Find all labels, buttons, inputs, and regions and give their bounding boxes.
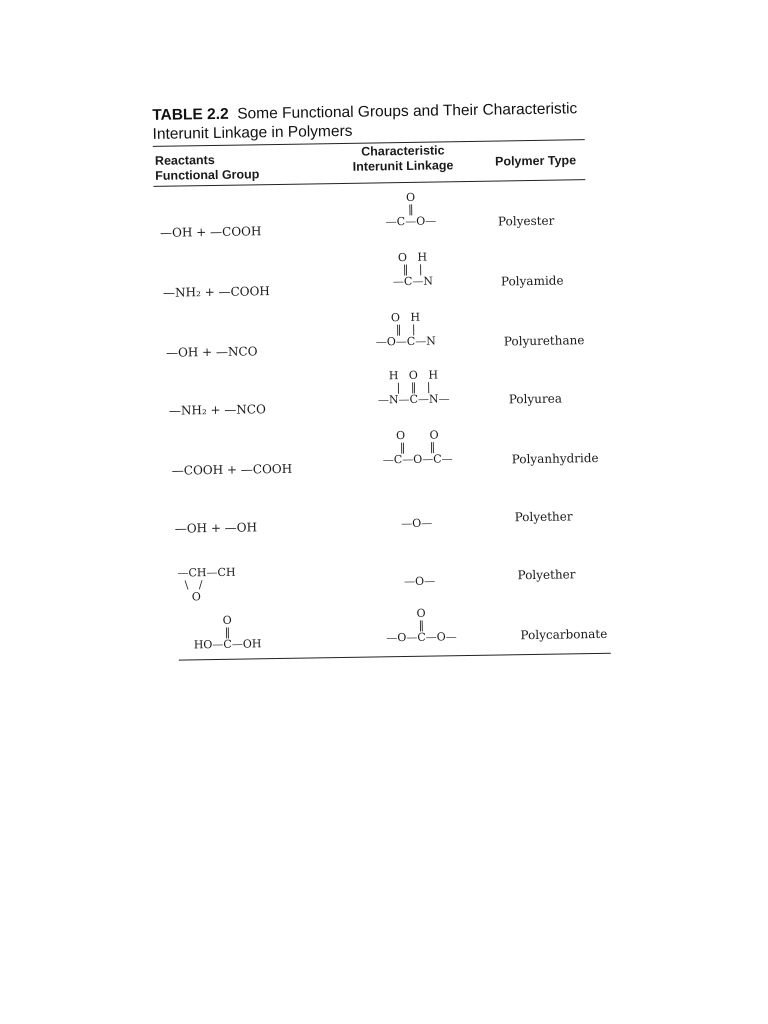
header-reactants-line-1: Reactants [154,152,215,168]
table-caption [152,99,578,144]
row-6-polymer-type: Polyether [514,509,573,525]
header-reactants-line-2: Functional Group [155,167,260,183]
row-1-linkage: O ‖ —C—O— [385,190,437,229]
row-5-linkage: O O ‖ ‖ —C—O—C— [382,428,453,467]
row-8-polymer-type: Polycarbonate [520,626,608,643]
header-reactants [155,152,260,184]
row-4-reactants: —NH₂ + —NCO [168,402,266,418]
caption-line-2: Interunit Linkage in Polymers [152,122,353,143]
row-7-polymer-type: Polyether [517,567,576,583]
row-7-reactants: —CH—CH \ / O [177,565,236,604]
row-7-linkage: —O— [404,574,436,589]
row-1-reactants: —OH + —COOH [160,224,262,240]
header-linkage [343,143,463,175]
table-2-2 [148,91,619,668]
row-4-polymer-type: Polyurea [508,391,563,407]
row-3-linkage: O H ‖ | —O—C—N [375,310,436,349]
row-8-linkage: O ‖ —O—C—O— [386,606,457,645]
row-5-polymer-type: Polyanhydride [511,450,599,467]
row-2-linkage: O H ‖ | —C—N [392,250,434,289]
caption-line-1: Some Functional Groups and Their Characteristic [237,100,578,123]
row-6-linkage: —O— [401,516,433,531]
row-4-linkage: H O H | ‖ | —N—C—N— [377,368,450,407]
row-2-polymer-type: Polyamide [500,273,564,289]
table-number: TABLE 2.2 [152,105,229,124]
header-linkage-line-1: Characteristic [361,143,445,159]
row-5-reactants: —COOH + —COOH [171,461,293,478]
row-3-polymer-type: Polyurethane [503,333,585,349]
bottom-rule [179,653,611,661]
header-linkage-line-2: Interunit Linkage [352,158,454,174]
row-6-reactants: —OH + —OH [174,520,258,536]
header-polymer-type: Polymer Type [494,153,577,169]
row-3-reactants: —OH + —NCO [165,344,258,360]
row-1-polymer-type: Polyester [497,213,555,229]
row-8-reactants: O ‖ HO—C—OH [193,613,262,652]
row-2-reactants: —NH₂ + —COOH [162,284,270,300]
